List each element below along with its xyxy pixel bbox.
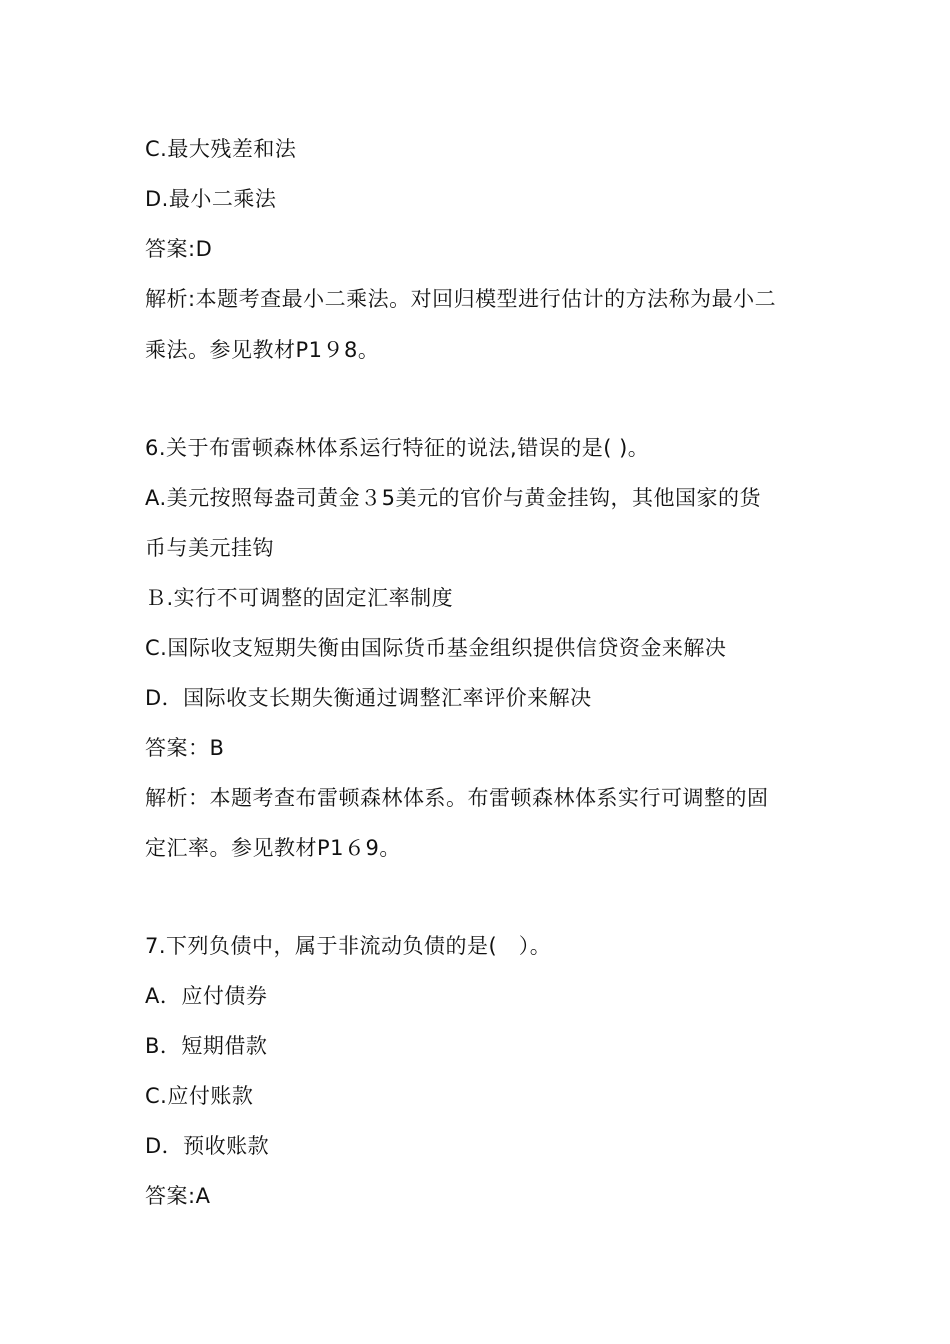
q7-answer: 答案:A: [145, 1184, 211, 1208]
q7-option-d: D．预收账款: [145, 1134, 270, 1158]
q6-question: 6.关于布雷顿森林体系运行特征的说法,错误的是( )。: [145, 436, 650, 460]
q6-option-c: C.国际收支短期失衡由国际货币基金组织提供信贷资金来解决: [145, 636, 727, 660]
q7-option-a: A．应付债券: [145, 984, 268, 1008]
q7-option-c: C.应付账款: [145, 1084, 254, 1108]
q6-option-a-line-1: A.美元按照每盎司黄金３5美元的官价与黄金挂钩，其他国家的货: [145, 486, 762, 510]
q6-analysis-line-1: 解析：本题考查布雷顿森林体系。布雷顿森林体系实行可调整的固: [145, 786, 769, 810]
q5-option-c: C.最大残差和法: [145, 137, 297, 161]
q6-answer: 答案：B: [145, 736, 225, 760]
q5-analysis-line-2: 乘法。参见教材P1９8。: [145, 338, 380, 362]
q5-option-d: D.最小二乘法: [145, 187, 277, 211]
q7-question: 7.下列负债中，属于非流动负债的是( ）。: [145, 934, 552, 958]
q6-analysis-line-2: 定汇率。参见教材P1６9。: [145, 836, 401, 860]
q7-option-b: B．短期借款: [145, 1034, 268, 1058]
q6-option-d: D．国际收支长期失衡通过调整汇率评价来解决: [145, 686, 592, 710]
q5-analysis-line-1: 解析:本题考查最小二乘法。对回归模型进行估计的方法称为最小二: [145, 287, 777, 311]
q5-answer: 答案:D: [145, 237, 213, 261]
q6-option-a-line-2: 币与美元挂钩: [145, 536, 274, 560]
q6-option-b: Ｂ.实行不可调整的固定汇率制度: [145, 586, 454, 610]
